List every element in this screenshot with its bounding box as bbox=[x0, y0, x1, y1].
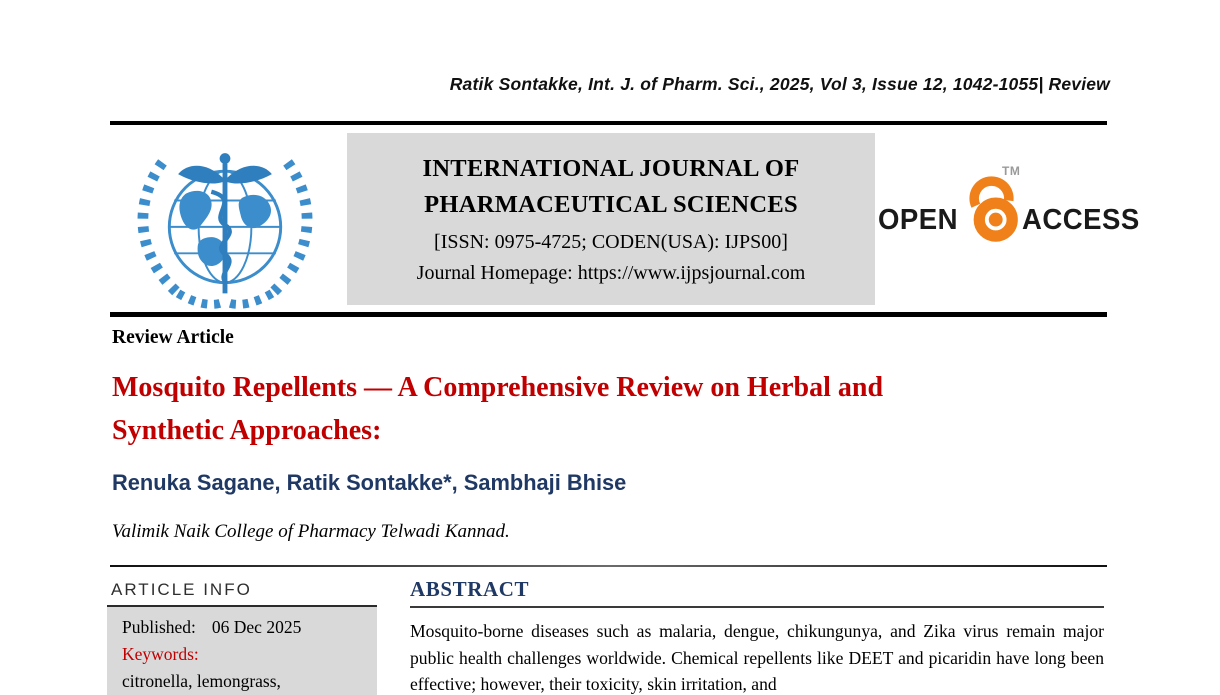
masthead-bottom-rule bbox=[110, 312, 1107, 317]
top-divider-rule bbox=[110, 121, 1107, 125]
abstract-underline bbox=[410, 606, 1104, 608]
published-label: Published: bbox=[122, 617, 196, 637]
section-divider-rule bbox=[110, 565, 1107, 567]
abstract-column bbox=[410, 577, 1104, 695]
open-access-logo bbox=[878, 158, 1140, 248]
keywords-value: citronella, lemongrass, bbox=[122, 671, 281, 691]
journal-issn-coden: [ISSN: 0975-4725; CODEN(USA): IJPS00] bbox=[434, 230, 788, 253]
journal-title-line1: INTERNATIONAL JOURNAL OF bbox=[422, 154, 800, 182]
article-info-column bbox=[107, 580, 377, 695]
article-info-box bbox=[107, 607, 377, 695]
journal-title-line2: PHARMACEUTICAL SCIENCES bbox=[424, 190, 798, 218]
trademark-label: TM bbox=[1002, 164, 1021, 178]
published-row bbox=[122, 614, 377, 641]
open-access-open-label: OPEN bbox=[878, 204, 958, 236]
abstract-text: Mosquito-borne diseases such as malaria, dengue, chikungunya, and Zika virus remain major public health challenges worldwide. Chemical repellents like DEET and picaridin have long been effective; however, their toxicity, skin irritation, and bbox=[410, 621, 1104, 694]
article-title-line2: Synthetic Approaches: bbox=[112, 415, 382, 446]
running-head-citation: Ratik Sontakke, Int. J. of Pharm. Sci., 2025, Vol 3, Issue 12, 1042-1055| Review bbox=[449, 74, 1110, 94]
article-title-line1: Mosquito Repellents — A Comprehensive Review on Herbal and bbox=[112, 372, 884, 403]
keywords-label: Keywords: bbox=[122, 644, 199, 664]
article-info-header: ARTICLE INFO bbox=[111, 580, 252, 599]
who-medical-emblem-icon bbox=[127, 137, 323, 309]
article-title bbox=[112, 366, 1112, 452]
journal-masthead-box bbox=[347, 133, 875, 305]
journal-homepage-link[interactable]: Journal Homepage: https://www.ijpsjournal.com bbox=[416, 261, 806, 284]
published-value: 06 Dec 2025 bbox=[211, 617, 302, 637]
affiliation-line: Valimik Naik College of Pharmacy Telwadi Kannad. bbox=[112, 521, 510, 542]
abstract-header: ABSTRACT bbox=[410, 577, 530, 601]
article-type-label: Review Article bbox=[112, 327, 234, 348]
authors-line: Renuka Sagane, Ratik Sontakke*, Sambhaji Bhise bbox=[112, 470, 627, 495]
open-access-access-label: ACCESS bbox=[1022, 204, 1140, 236]
